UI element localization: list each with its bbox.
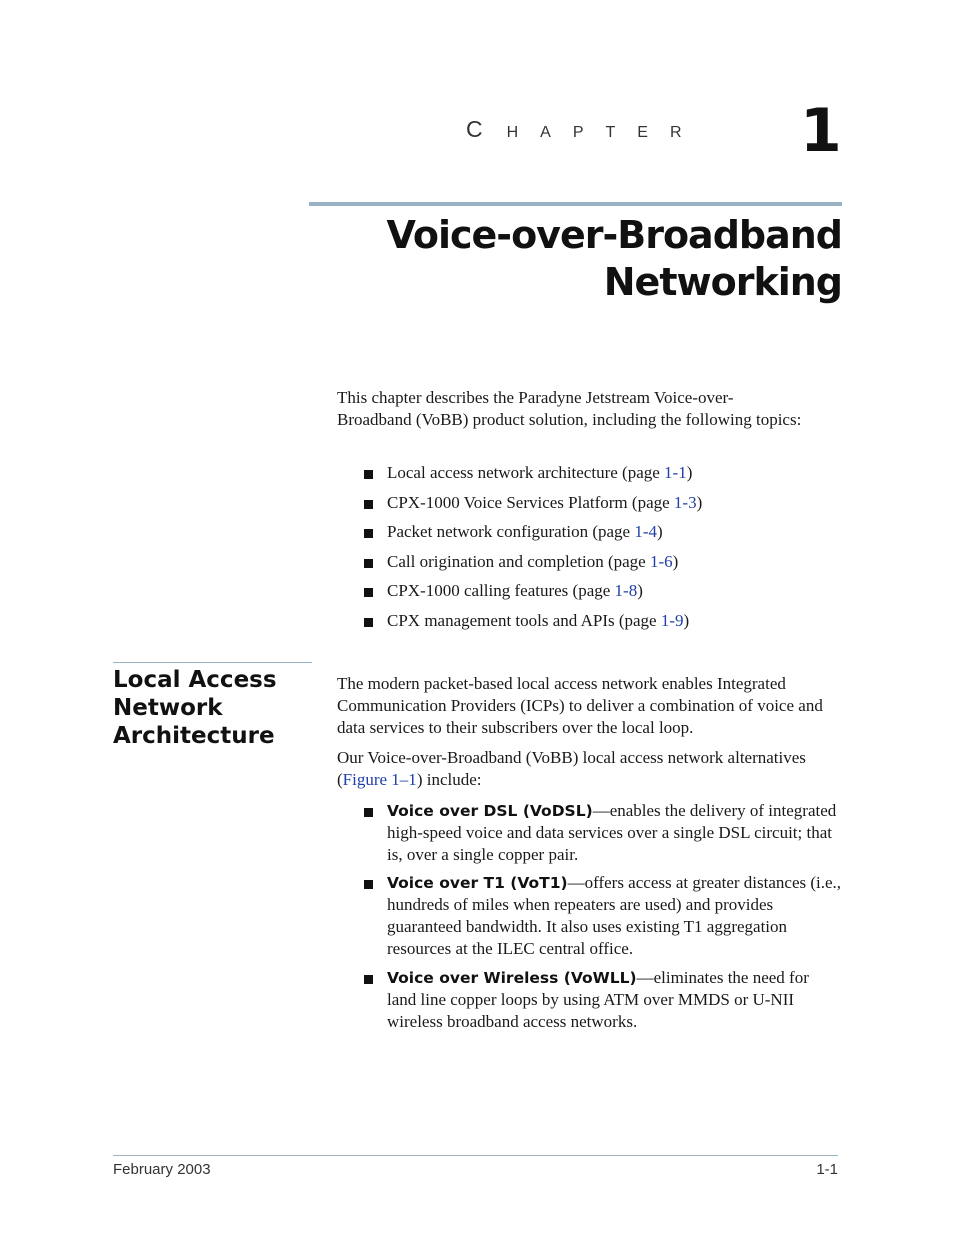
page-link[interactable]: 1-3 <box>673 492 697 512</box>
alternatives-list <box>337 800 842 1040</box>
topic-close: ) <box>696 492 703 512</box>
page-link[interactable]: 1-4 <box>634 522 658 542</box>
page-link[interactable]: 1-1 <box>664 463 687 482</box>
alternative-description: —eliminates the need for land line copper loops by using ATM over MMDS or U-NII wireless broadband access networks. <box>387 968 809 1031</box>
section-title-line-3: Architecture <box>113 723 275 749</box>
footer-page-number: 1-1 <box>816 1161 838 1178</box>
figure-link[interactable]: Figure 1–1 <box>342 770 417 789</box>
footer-divider <box>113 1155 838 1156</box>
list-item <box>337 462 837 492</box>
topic-list <box>337 462 837 640</box>
page-link[interactable]: 1-8 <box>614 581 638 601</box>
list-item <box>337 551 837 581</box>
list-item <box>337 967 842 1033</box>
topic-close: ) <box>686 463 693 482</box>
list-item <box>337 492 837 522</box>
list-item <box>337 800 842 866</box>
list-item <box>337 610 837 640</box>
alternative-description: —offers access at greater distances (i.e., hundreds of miles when repeaters are used) and provides guaranteed bandwidth. It also uses existing T1 aggregation resources at the ILEC central office. <box>387 873 842 958</box>
section-title-line-1: Local Access <box>113 667 277 693</box>
topic-close: ) <box>657 522 663 542</box>
footer-date: February 2003 <box>113 1161 211 1178</box>
intro-paragraph: This chapter describes the Paradyne Jetstream Voice-over-Broadband (VoBB) product solution, including the following topics: <box>337 388 802 429</box>
topic-text: Local access network architecture (page <box>387 463 665 482</box>
alternative-term: Voice over T1 (VoT1) <box>387 874 568 892</box>
section-paragraph-1: The modern packet-based local access network enables Integrated Communication Providers (ICPs) to deliver a combination of voice and data services to their subscribers over the local loop. <box>337 674 823 737</box>
page-link[interactable]: 1-6 <box>649 551 673 571</box>
topic-text: CPX-1000 Voice Services Platform (page <box>387 492 674 512</box>
title-divider <box>309 202 842 206</box>
list-item <box>337 872 842 960</box>
chapter-label-initial: C <box>466 116 507 142</box>
alternative-term: Voice over DSL (VoDSL) <box>387 802 593 820</box>
chapter-title-line-2: Networking <box>603 260 842 304</box>
page-link[interactable]: 1-9 <box>660 610 684 630</box>
section-paragraph-2 <box>337 747 842 791</box>
section-title-line-2: Network <box>113 695 223 721</box>
topic-text: Packet network configuration (page <box>387 522 635 542</box>
chapter-number: 1 <box>800 96 842 166</box>
section-divider <box>113 662 312 663</box>
chapter-title-line-1: Voice-over-Broadband <box>386 213 842 257</box>
topic-text: Call origination and completion (page <box>387 551 650 571</box>
alternative-term: Voice over Wireless (VoWLL) <box>387 969 637 987</box>
paragraph-text: Our Voice-over-Broadband (VoBB) local access network alternatives ( <box>337 748 806 789</box>
chapter-label <box>466 116 704 143</box>
list-item <box>337 521 837 551</box>
topic-close: ) <box>683 610 690 630</box>
topic-close: ) <box>637 581 643 601</box>
topic-text: CPX management tools and APIs (page <box>387 610 661 630</box>
paragraph-text: ) include: <box>416 770 482 789</box>
chapter-title <box>309 212 842 306</box>
list-item <box>337 580 837 610</box>
alternative-description: —enables the delivery of integrated high-speed voice and data services over a single DSL circuit; that is, over a single copper pair. <box>387 801 837 864</box>
chapter-label-rest: HAPTER <box>506 124 704 141</box>
section-title <box>113 666 313 750</box>
topic-close: ) <box>672 551 679 571</box>
topic-text: CPX-1000 calling features (page <box>387 581 615 601</box>
